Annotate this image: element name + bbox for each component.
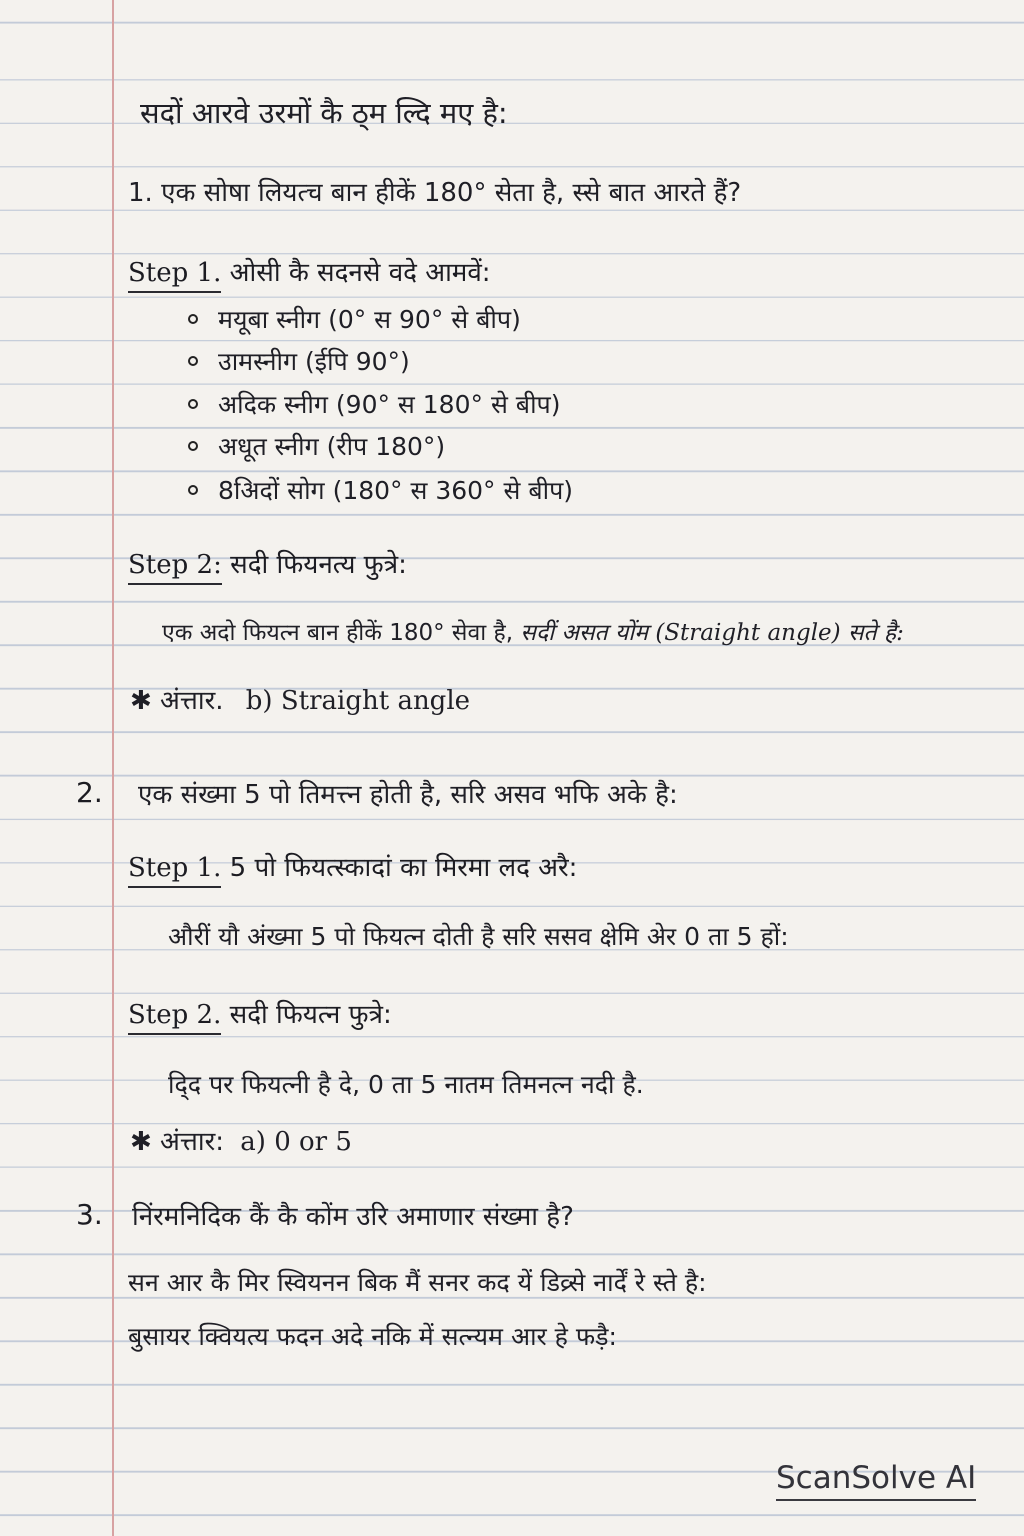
q2-answer-value: a) 0 or 5 [240, 1127, 352, 1157]
q1-answer [130, 686, 470, 716]
q3-question: निंरमनिदिक कैं कै कोंम उरि अमाणार संख्मा है? [132, 1202, 574, 1232]
bullet-dot-icon [188, 399, 198, 409]
q2-step2-text: सदी फियत्न फुत्रे: [229, 1000, 392, 1030]
bullet-dot-icon [188, 356, 198, 366]
q2-step1-text: 5 पो फियत्स्कादां का मिरमा लद अरै: [229, 853, 578, 883]
q1-step2-label: Step 2: [128, 550, 222, 585]
page-title: सदों आरवे उरमों कै ठ्म ल्दि मए है: [140, 96, 508, 130]
q1-step2-text: सदी फियनत्य फुत्रे: [230, 550, 407, 580]
q1-step1-text: ओसी कै सदनसे वदे आमवें: [229, 258, 491, 288]
margin-line [112, 0, 114, 1536]
q1-step1 [128, 258, 491, 293]
q2-step2-label: Step 2. [128, 1000, 221, 1035]
q2-step2 [128, 1000, 392, 1035]
q1-step2 [128, 550, 407, 585]
bullet-dot-icon [188, 485, 198, 495]
q3-number: 3. [76, 1198, 103, 1231]
q2-step1 [128, 853, 577, 888]
q2-answer [130, 1127, 352, 1157]
q1-bullet-1: मयूबा स्नीग (0° स 90° से बीप) [188, 305, 521, 335]
q1-question: 1. एक सोषा लियत्च बान हीकें 180° सेता है, स्से बात आरते हैं? [128, 178, 742, 208]
q1-explanation-tail: सदीं असत योंम (Straight angle) सते है: [520, 620, 904, 646]
q1-explanation-main: एक अदो फियत्न बान हीकें 180° सेवा है, [162, 620, 514, 646]
q1-bullet-4: अधूत स्नीग (रीप 180°) [188, 432, 445, 462]
q3-line-2: बुसायर क्वियत्य फदन अदे नकि में सत्न्यम आर हे फड़ै: [128, 1322, 617, 1351]
q1-explanation [162, 618, 904, 648]
q1-answer-value: b) Straight angle [245, 686, 471, 716]
q2-step1-detail: औरीं यौ अंख्मा 5 पो फियत्न दोती है सरि ससव क्षेमि अेर 0 ता 5 हों: [168, 922, 789, 951]
q2-answer-prefix: ✱ अंत्तार: [130, 1127, 225, 1157]
q1-step1-label: Step 1. [128, 258, 221, 293]
bullet-dot-icon [188, 441, 198, 451]
q1-bullet-5: 8अिदों सोग (180° स 360° से बीप) [188, 476, 573, 506]
q1-bullet-3: अदिक स्नीग (90° स 180° से बीप) [188, 390, 561, 420]
brand-signature: ScanSolve AI [776, 1460, 976, 1501]
bullet-dot-icon [188, 314, 198, 324]
q3-line-1: सन आर कै मिर स्वियनन बिक मैं सनर कद यें डिव्र्से नार्दें रे स्ते है: [128, 1268, 707, 1297]
q1-answer-prefix: ✱ अंत्तार. [130, 686, 224, 716]
q2-step1-label: Step 1. [128, 853, 221, 888]
q2-number: 2. [76, 776, 103, 809]
q1-bullet-2: उामस्नीग (ईपि 90°) [188, 347, 410, 377]
q2-question: एक संख्मा 5 पो तिमत्त्न होती है, सरि असव भफि अके है: [138, 780, 678, 810]
q2-step2-detail: दि्द पर फियत्नी है दे, 0 ता 5 नातम तिमनत्न नदी है. [168, 1070, 644, 1099]
